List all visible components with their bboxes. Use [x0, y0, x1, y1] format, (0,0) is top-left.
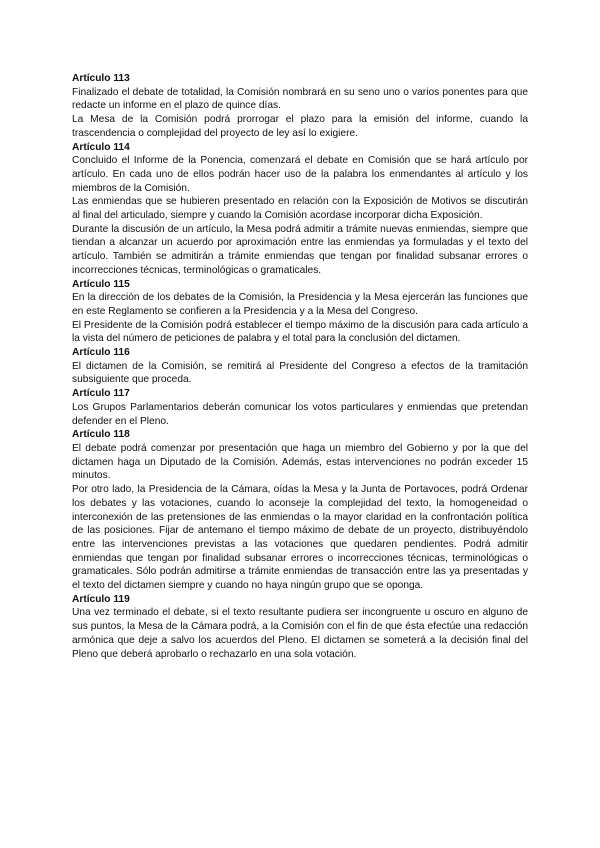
article-title: Artículo 117 [72, 388, 130, 400]
article-114 [72, 141, 528, 278]
article-title: Artículo 116 [72, 347, 130, 359]
article-paragraph: La Mesa de la Comisión podrá prorrogar el plazo para la emisión del informe, cuando la trascendencia o complejidad del proyecto de ley así lo exigiere. [72, 114, 528, 139]
article-paragraph: Durante la discusión de un artículo, la Mesa podrá admitir a trámite nuevas enmiendas, siempre que tiendan a alcanzar un acuerdo por aproximación entre las enmiendas ya formuladas y el texto del artículo. También se admitirán a trámite enmiendas que tengan por finalidad subsanar errores o incorrecciones técnicas, terminológicas o gramaticales. [72, 223, 528, 276]
article-115 [72, 278, 528, 347]
document-page [72, 72, 528, 661]
article-118 [72, 428, 528, 592]
article-paragraph: Las enmiendas que se hubieren presentado en relación con la Exposición de Motivos se discutirán al final del articulado, siempre y cuando la Comisión acordase incorporar dicha Exposición. [72, 196, 528, 222]
article-paragraph: Por otro lado, la Presidencia de la Cámara, oídas la Mesa y la Junta de Portavoces, podrá Ordenar los debates y las votaciones, cuando lo aconseje la complejidad del texto, la homogeneidad o interconexión de las pretensiones de las enmiendas o la mayor claridad en la confrontación política de las posiciones. Fijar de antemano el tiempo máximo de debate de un proyecto, distribuyéndolo entre las intervenciones previstas a las votaciones que quedaren pendientes. Podrá admitir enmiendas que tengan por finalidad subsanar errores o incorrecciones técnicas, terminológicas o gramaticales. Sólo podrán admitirse a trámite enmiendas de transacción entre las ya presentadas y el texto del dictamen siempre y cuando no haya ningún grupo que se oponga. [72, 484, 528, 592]
article-title: Artículo 114 [72, 141, 130, 153]
article-paragraph: Finalizado el debate de totalidad, la Comisión nombrará en su seno uno o varios ponentes para que redacte un informe en el plazo de quince días. [72, 86, 528, 112]
article-116 [72, 346, 528, 387]
article-title: Artículo 113 [72, 73, 130, 84]
article-119 [72, 593, 528, 662]
article-paragraph: En la dirección de los debates de la Comisión, la Presidencia y la Mesa ejercerán las funciones que en este Reglamento se confieren a la Presidencia y a la Mesa del Congreso. [72, 292, 528, 317]
article-title: Artículo 119 [72, 593, 130, 605]
article-paragraph: Una vez terminado el debate, si el texto resultante pudiera ser incongruente u oscuro en alguno de sus puntos, la Mesa de la Cámara podrá, a la Comisión con el fin de que ésta efectúe una redacción armónica que deje a salvo los acuerdos del Pleno. El dictamen se someterá a la decisión final del Pleno que deberá aprobarlo o rechazarlo en una sola votación. [72, 607, 528, 660]
article-paragraph: El dictamen de la Comisión, se remitirá al Presidente del Congreso a efectos de la tramitación subsiguiente que proceda. [72, 360, 528, 386]
article-title: Artículo 115 [72, 278, 130, 290]
article-113 [72, 72, 528, 141]
article-title: Artículo 118 [72, 429, 130, 441]
article-paragraph: Los Grupos Parlamentarios deberán comunicar los votos particulares y enmiendas que pretendan defender en el Pleno. [72, 401, 528, 427]
article-paragraph: Concluido el Informe de la Ponencia, comenzará el debate en Comisión que se hará artículo por artículo. En cada uno de ellos podrán hacer uso de la palabra los enmendantes al artículo y los miembros de la Comisión. [72, 155, 528, 194]
article-117 [72, 387, 528, 428]
article-paragraph: El debate podrá comenzar por presentación que haga un miembro del Gobierno y por la que del dictamen haga un Diputado de la Comisión. Además, estas intervenciones no podrán exceder 15 minutos. [72, 442, 528, 482]
article-paragraph: El Presidente de la Comisión podrá establecer el tiempo máximo de la discusión para cada artículo a la vista del número de peticiones de palabra y el total para la conclusión del dictamen. [72, 319, 528, 345]
